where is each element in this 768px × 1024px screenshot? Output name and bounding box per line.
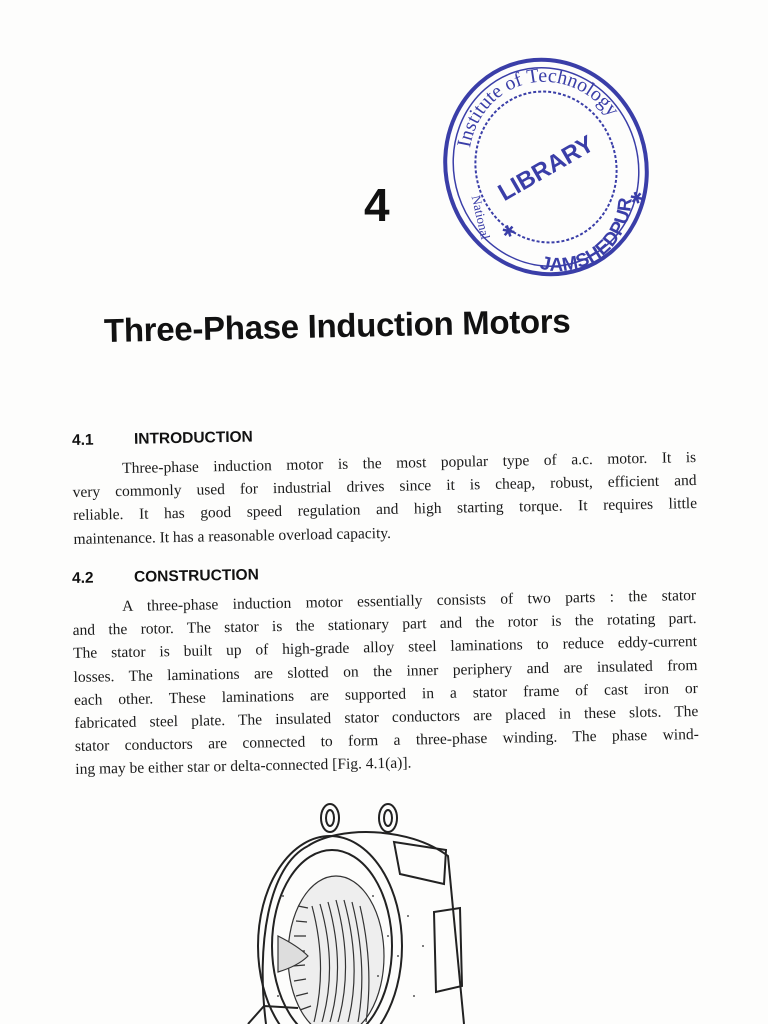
construction-paragraph [72, 584, 699, 782]
section-heading-construction [72, 566, 259, 588]
paragraph-line: ing may be either star or delta-connected [Fig. 4.1(a)]. [75, 754, 412, 779]
section-title: INTRODUCTION [133, 428, 253, 448]
paragraph-line: A three-phase induction motor essentially consists of two parts : the stator [122, 587, 697, 616]
stamp-left-text: National [468, 193, 494, 241]
section-title: CONSTRUCTION [133, 566, 259, 586]
chapter-number: 4 [364, 179, 390, 231]
paragraph-line: very commonly used for industrial drives since it is cheap, robust, efficient and [72, 472, 697, 502]
section-heading-introduction [72, 429, 253, 450]
paragraph-line: The stator is built up of high-grade alloy steel laminations to reduce eddy-current [72, 633, 698, 663]
stamp-star-icon-left: ✱ [500, 221, 519, 243]
stamp-star-icon: ✱ [628, 188, 647, 210]
introduction-paragraph [72, 446, 698, 551]
paragraph-line: maintenance. It has a reasonable overload capacity. [73, 524, 392, 548]
section-number: 4.2 [71, 569, 94, 587]
paragraph-line: each other. These laminations are supported in a stator frame of cast iron or [73, 679, 699, 709]
chapter-title: Three-Phase Induction Motors [103, 302, 571, 349]
paragraph-line: Three-phase induction motor is the most popular type of a.c. motor. It is [122, 449, 697, 478]
paragraph-line: and the rotor. The stator is the stationary part and the rotor is the rotating part. [72, 610, 697, 640]
svg-text:Institute of Technology [440, 52, 626, 168]
induction-motor-stator-illustration [238, 796, 488, 1024]
paragraph-line: reliable. It has good speed regulation and high starting torque. It requires little [72, 495, 698, 525]
library-stamp [440, 52, 652, 282]
stamp-center-text: LIBRARY [493, 130, 599, 207]
stamp-top-text: Institute of Technology [453, 64, 624, 150]
paragraph-line: losses. The laminations are slotted on the inner periphery and are insulated from [73, 656, 698, 686]
paragraph-line: stator conductors are connected to form a three-phase winding. The phase wind- [74, 726, 699, 756]
section-number: 4.1 [71, 431, 94, 449]
stamp-bottom-text: JAMSHEDPUR [538, 196, 637, 277]
paragraph-line: fabricated steel plate. The insulated stator conductors are placed in these slots. The [74, 703, 699, 732]
